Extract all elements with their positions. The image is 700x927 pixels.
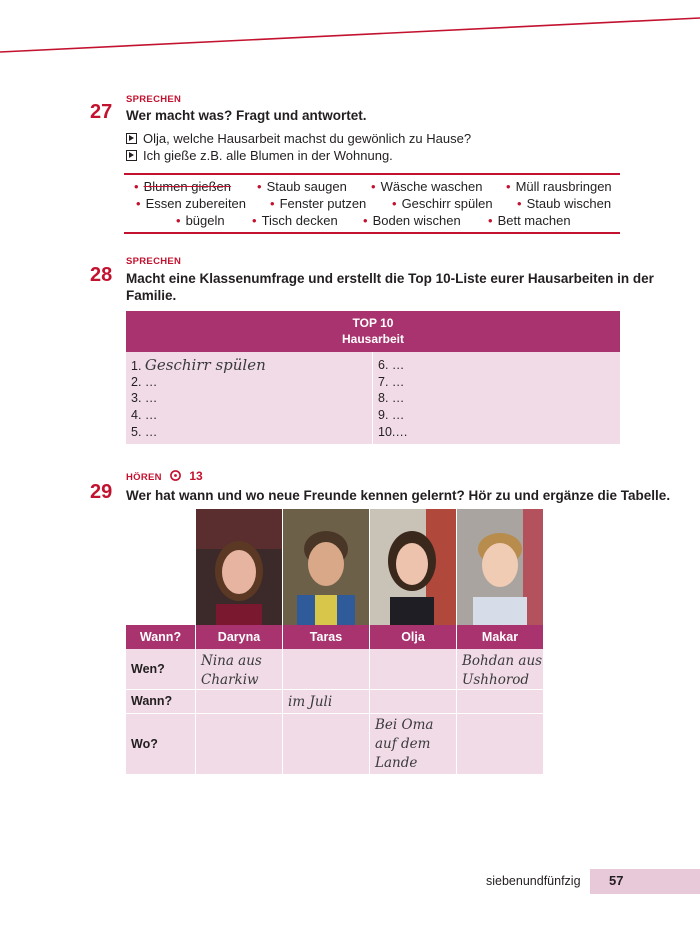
- top10-item: 9. …: [378, 408, 405, 422]
- photo-taras: [283, 509, 369, 625]
- table-row-label-cell: [126, 649, 196, 690]
- word-item: • Blumen gießen: [134, 179, 232, 194]
- top10-item: 6. …: [378, 358, 405, 372]
- word-item: • Fenster putzen: [270, 196, 367, 211]
- page-number-word: siebenundfünfzig: [486, 874, 581, 888]
- word-item: • Bett machen: [488, 213, 571, 228]
- table-cell: [370, 690, 457, 714]
- handwritten-answer: Geschirr spülen: [144, 356, 266, 374]
- audio-track-number: 13: [189, 469, 203, 483]
- word-item: • Essen zubereiten: [136, 196, 247, 211]
- ex27-number: 27: [90, 101, 113, 123]
- ex29-title: Wer hat wann und wo neue Freunde kennen gelernt? Hör zu und ergänze die Tabelle.: [126, 488, 671, 503]
- word-box-bottom-rule: [124, 232, 620, 234]
- ex27-question: Olja, welche Hausarbeit machst du gewönlich zu Hause?: [143, 131, 472, 146]
- word-item: • bügeln: [176, 213, 225, 228]
- table-cell: [370, 649, 457, 690]
- top10-table-header: [126, 311, 620, 352]
- top10-item: 10.…: [378, 425, 408, 439]
- ex27-dialog-line-2: [126, 148, 393, 163]
- top10-item: 2. …: [131, 375, 158, 389]
- photo-makar: [457, 509, 543, 625]
- top10-item: 5. …: [131, 425, 158, 439]
- ex29-skill-label: HÖREN: [126, 472, 162, 483]
- page-number-bar: [590, 869, 700, 894]
- ex28-skill-label: SPRECHEN: [126, 256, 182, 267]
- top10-column-divider: [372, 352, 373, 444]
- word-item: • Tisch decken: [252, 213, 338, 228]
- word-item: • Müll rausbringen: [506, 179, 612, 194]
- word-box-top-rule: [124, 173, 620, 175]
- table-row-label-cell: [126, 690, 196, 714]
- table-cell: [196, 714, 283, 774]
- handwritten-answer: Bei Oma auf dem Lande: [375, 717, 434, 771]
- handwritten-answer: im Juli: [288, 694, 333, 710]
- table-cell: [196, 690, 283, 714]
- top10-item: 3. …: [131, 391, 158, 405]
- table-header-cell: Daryna: [196, 625, 283, 649]
- table-cell: [457, 714, 543, 774]
- table-header-cell: Wann?: [126, 625, 196, 649]
- cd-icon: [170, 470, 181, 481]
- ex27-title: Wer macht was? Fragt und antwortet.: [126, 108, 367, 123]
- word-item: • Boden wischen: [363, 213, 461, 228]
- play-icon: [126, 133, 137, 144]
- handwritten-answer: Bohdan aus Ushhorod: [462, 653, 543, 688]
- ex28-number: 28: [90, 264, 113, 286]
- ex27-dialog-line-1: [126, 131, 471, 146]
- table-cell: [457, 690, 543, 714]
- table-header-cell: Makar: [457, 625, 543, 649]
- top-red-line: [0, 0, 700, 60]
- top10-subtitle: Hausarbeit: [341, 332, 405, 346]
- play-icon: [126, 150, 137, 161]
- table-header-cell: Olja: [370, 625, 457, 649]
- top10-item: 4. …: [131, 408, 158, 422]
- audio-track: [170, 469, 203, 483]
- table-row-label-cell: [126, 714, 196, 774]
- top10-title: TOP 10: [352, 316, 394, 330]
- top10-item: 8. …: [378, 391, 405, 405]
- ex28-title-line-2: Familie.: [126, 288, 177, 303]
- photo-daryna: [196, 509, 282, 625]
- ex27-answer: Ich gieße z.B. alle Blumen in der Wohnung.: [143, 148, 393, 163]
- table-cell: [283, 649, 370, 690]
- top10-item: 1. Geschirr spülen: [131, 356, 266, 374]
- handwritten-answer: Nina aus Charkiw: [201, 653, 262, 688]
- word-item: • Staub wischen: [517, 196, 612, 211]
- top10-item: 7. …: [378, 375, 405, 389]
- word-item: • Staub saugen: [257, 179, 347, 194]
- table-cell: [283, 714, 370, 774]
- ex28-title-line-1: Macht eine Klassenumfrage und erstellt die Top 10-Liste eurer Hausarbeiten in der: [126, 271, 654, 286]
- table-header-cell: Taras: [283, 625, 370, 649]
- photo-olja: [370, 509, 456, 625]
- row-label: Wann?: [131, 694, 173, 708]
- row-label: Wen?: [131, 662, 165, 676]
- ex27-skill-label: SPRECHEN: [126, 94, 182, 105]
- ex29-number: 29: [90, 481, 113, 503]
- word-item: • Geschirr spülen: [392, 196, 493, 211]
- word-item: • Wäsche waschen: [371, 179, 483, 194]
- row-label: Wo?: [131, 737, 158, 751]
- page-number: 57: [609, 873, 624, 888]
